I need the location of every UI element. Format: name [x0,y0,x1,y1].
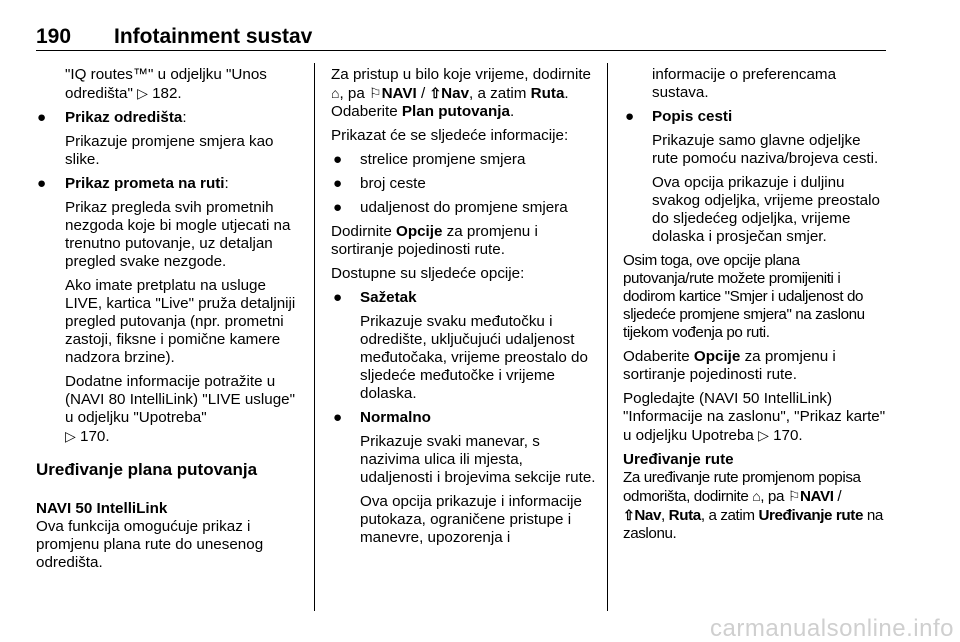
nav-arrow-icon: ⇧ [429,85,442,101]
arrow-icon: ▷ [758,427,769,443]
list-item: ● Prikaz odredišta: [37,109,187,126]
item-label: Prikaz odredišta [65,109,183,126]
sub-heading: Uređivanje rute [623,451,734,468]
item-description: Prikaz pregleda svih prometnih nezgoda koje bi mogle utjecati na trenutno putovanje, uz detaljan pregled svake nezgode. [65,199,291,270]
paragraph: Ova funkcija omogućuje prikaz i promjenu plana rute do unesenog odredišta. [36,518,264,571]
section-heading: Uređivanje plana putovanja [36,460,258,479]
column-3 [623,66,889,549]
page-number: 190 [36,25,72,48]
item-label: Popis cesti [652,108,733,125]
continued-text: informacije o preferencama sustava. [652,66,837,101]
arrow-icon: ▷ [65,428,76,444]
item-description: Dodatne informacije potražite u (NAVI 80 IntelliLink) "LIVE usluge" u odjeljku "Upotreba" ▷ 170. [65,373,295,445]
home-icon: ⌂ [331,85,340,101]
sub-heading: NAVI 50 IntelliLink [36,500,168,517]
list-item: ● Sažetak [333,289,417,306]
item-description: Ova opcija prikazuje i duljinu svakog odjeljka, vrijeme preostalo do sljedećeg odjeljka, vrijeme dolaska i prosječan smjer. [652,174,880,245]
paragraph: Dodirnite Opcije za promjenu i sortiranje pojedinosti rute. [331,223,538,258]
paragraph: Dostupne su sljedeće opcije: [331,265,525,282]
arrow-icon: ▷ [137,85,148,101]
list-item: ● strelice promjene smjera [333,151,526,168]
paragraph: Odaberite Opcije za promjenu i sortiranje pojedinosti rute. [623,348,836,383]
navi-flag-icon: ⚐ [369,85,382,101]
item-description: Prikazuje promjene smjera kao slike. [65,133,274,168]
item-description: Ova opcija prikazuje i informacije putokaza, ograničene pristupe i manevre, upozorenja i [360,493,582,546]
item-description: Prikazuje svaki manevar, s nazivima ulica ili mjesta, udaljenosti i brojevima sekcije rute. [360,433,596,486]
item-description: Ako imate pretplatu na usluge LIVE, kartica "Live" pruža detaljniji pregled putovanja (npr. prometni zastoji, fiksne i pomične kamere nadzora brzine). [65,277,296,366]
navi-flag-icon: ⚐ [787,488,800,504]
page-title: Infotainment sustav [114,25,313,48]
paragraph: Prikazat će se sljedeće informacije: [331,127,569,144]
header-rule [36,50,886,51]
home-icon: ⌂ [752,488,761,504]
paragraph: Osim toga, ove opcije plana putovanja/rute možete promijeniti i dodirom kartice "Smjer i udaljenost do sljedeće promjene smjera" na zaslonu tijekom vođenja po ruti. [623,252,865,341]
list-item: ● udaljenost do promjene smjera [333,199,568,216]
watermark: carmanualsonline.info [710,615,954,642]
page-header [36,25,886,50]
column-divider-2 [607,63,608,611]
item-label: Normalno [360,409,431,426]
item-label: Prikaz prometa na ruti [65,175,225,192]
item-description: Prikazuje samo glavne odjeljke rute pomoću naziva/brojeva cesti. [652,132,879,167]
nav-arrow-icon: ⇧ [623,507,635,523]
list-item: ● Normalno [333,409,431,426]
list-item: ● broj ceste [333,175,426,192]
list-item: ● Popis cesti [625,108,733,125]
paragraph: Za uređivanje rute promjenom popisa odmorišta, dodirnite ⌂, pa ⚐NAVI / ⇧Nav, Ruta, a zatim Uređivanje rute na zaslonu. [623,469,883,542]
paragraph: Pogledajte (NAVI 50 IntelliLink) "Informacije na zaslonu", "Prikaz karte" u odjeljku Upotreba ▷ 170. [623,390,886,444]
column-divider-1 [314,63,315,611]
item-description: Prikazuje svaku međutočku i odredište, uključujući udaljenost međutočaka, vrijeme preostalo do sljedeće međutočke i vrijeme dolaska. [360,313,588,402]
list-item: ● Prikaz prometa na ruti: [37,175,229,192]
column-2 [331,66,597,553]
item-label: Sažetak [360,289,417,306]
paragraph: Za pristup u bilo koje vrijeme, dodirnite ⌂, pa ⚐NAVI / ⇧Nav, a zatim Ruta. Odaberite Plan putovanja. [331,66,591,120]
continued-text: "IQ routes™" u odjeljku "Unos odredišta" ▷ 182. [65,66,267,102]
column-1 [36,66,302,578]
